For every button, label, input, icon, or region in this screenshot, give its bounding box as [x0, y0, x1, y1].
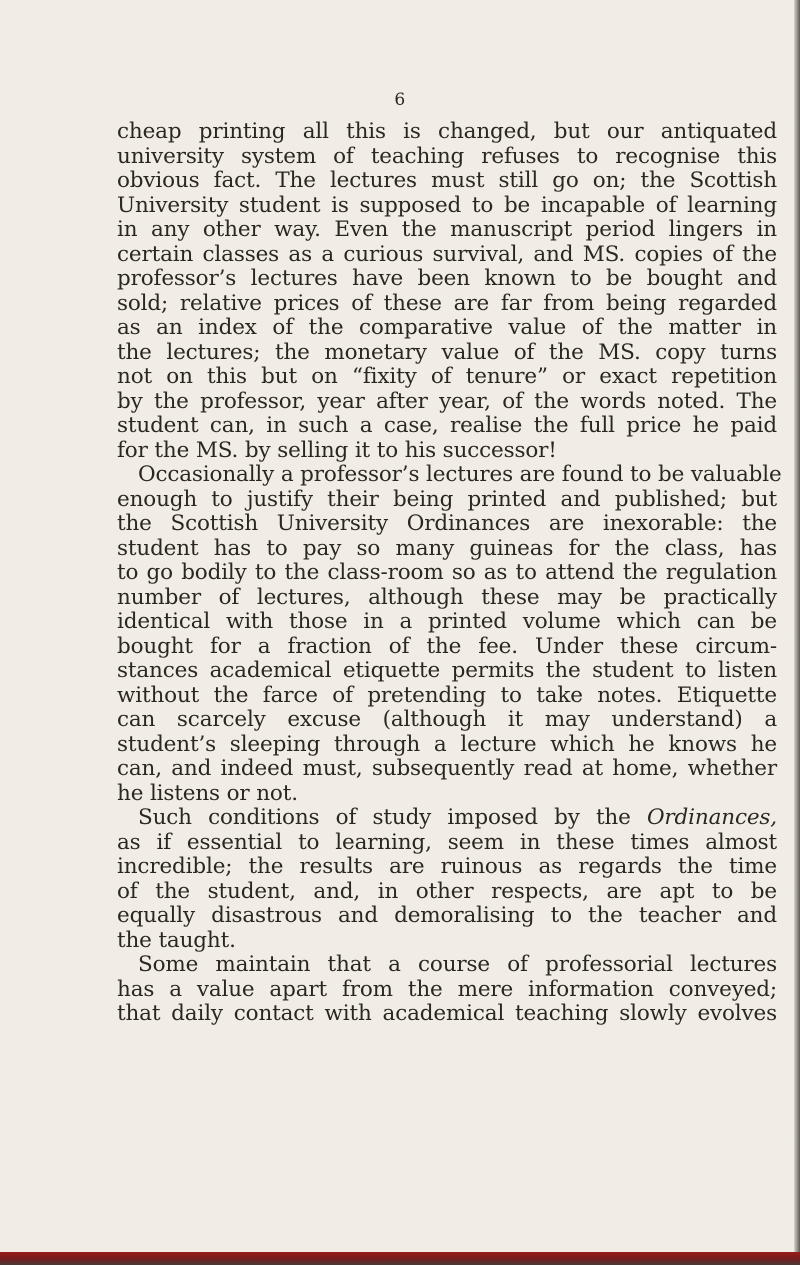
text-line: identical with those in a printed volume which can be: [117, 609, 777, 634]
text-line: can scarcely excuse (although it may understand) a: [117, 707, 777, 732]
paragraph-start-line: Occasionally a professor’s lectures are found to be valuable: [138, 462, 782, 487]
text-line: the Scottish University Ordinances are inexorable: the: [117, 511, 777, 536]
text-line: by the professor, year after year, of the words noted. The: [117, 388, 777, 414]
text-line: university system of teaching refuses to recognise this: [117, 143, 777, 169]
page-bottom-edge: [0, 1252, 800, 1265]
text-line: to go bodily to the class-room so as to attend the regulation: [117, 560, 777, 585]
text-line: that daily contact with academical teaching slowly evolves: [117, 1001, 777, 1026]
text-line: bought for a fraction of the fee. Under these circum-: [117, 633, 777, 659]
text-line: as an index of the comparative value of the matter in: [117, 315, 777, 340]
text-line: professor’s lectures have been known to be bought and: [117, 266, 777, 291]
page-number: 6: [394, 90, 406, 110]
text-line: obvious fact. The lectures must still go on; the Scottish: [117, 168, 777, 193]
text-line: in any other way. Even the manuscript period lingers in: [117, 217, 777, 242]
page-right-edge: [794, 0, 800, 1265]
text-line: of the student, and, in other respects, are apt to be: [117, 878, 777, 904]
text-line: student can, in such a case, realise the full price he paid: [117, 413, 777, 438]
text-line: can, and indeed must, subsequently read at home, whether: [117, 756, 777, 781]
text-line: for the MS. by selling it to his successor!: [117, 437, 557, 463]
text-line: without the farce of pretending to take notes. Etiquette: [117, 682, 777, 708]
text-line: enough to justify their being printed and published; but: [117, 486, 777, 512]
text-line: incredible; the results are ruinous as regards the time: [117, 854, 777, 879]
text-line: number of lectures, although these may be practically: [117, 584, 777, 610]
body-text: [117, 119, 782, 1027]
paragraph-start-line: Some maintain that a course of professorial lectures: [138, 952, 777, 977]
text-line: the lectures; the monetary value of the MS. copy turns: [117, 339, 777, 365]
text-line: certain classes as a curious survival, and MS. copies of the: [117, 241, 777, 267]
text-line: cheap printing all this is changed, but our antiquated: [117, 119, 777, 144]
italic-term: Ordinances,: [646, 805, 777, 830]
text-line: equally disastrous and demoralising to the teacher and: [117, 903, 777, 928]
text-line: stances academical etiquette permits the student to listen: [117, 658, 777, 683]
text-line: as if essential to learning, seem in these times almost: [117, 829, 777, 855]
text-line: has a value apart from the mere information conveyed;: [117, 976, 777, 1002]
paragraph-start-line: [117, 806, 777, 831]
text-line: he listens or not.: [117, 780, 298, 806]
text-fragment: Such conditions of study imposed by the: [138, 805, 647, 830]
text-line: sold; relative prices of these are far from being regarded: [117, 290, 777, 316]
text-line: student has to pay so many guineas for the class, has: [117, 535, 777, 561]
text-line: not on this but on “fixity of tenure” or exact repetition: [117, 364, 777, 389]
text-line: student’s sleeping through a lecture which he knows he: [117, 731, 777, 757]
text-line: the taught.: [117, 927, 236, 953]
text-line: University student is supposed to be incapable of learning: [117, 192, 777, 218]
